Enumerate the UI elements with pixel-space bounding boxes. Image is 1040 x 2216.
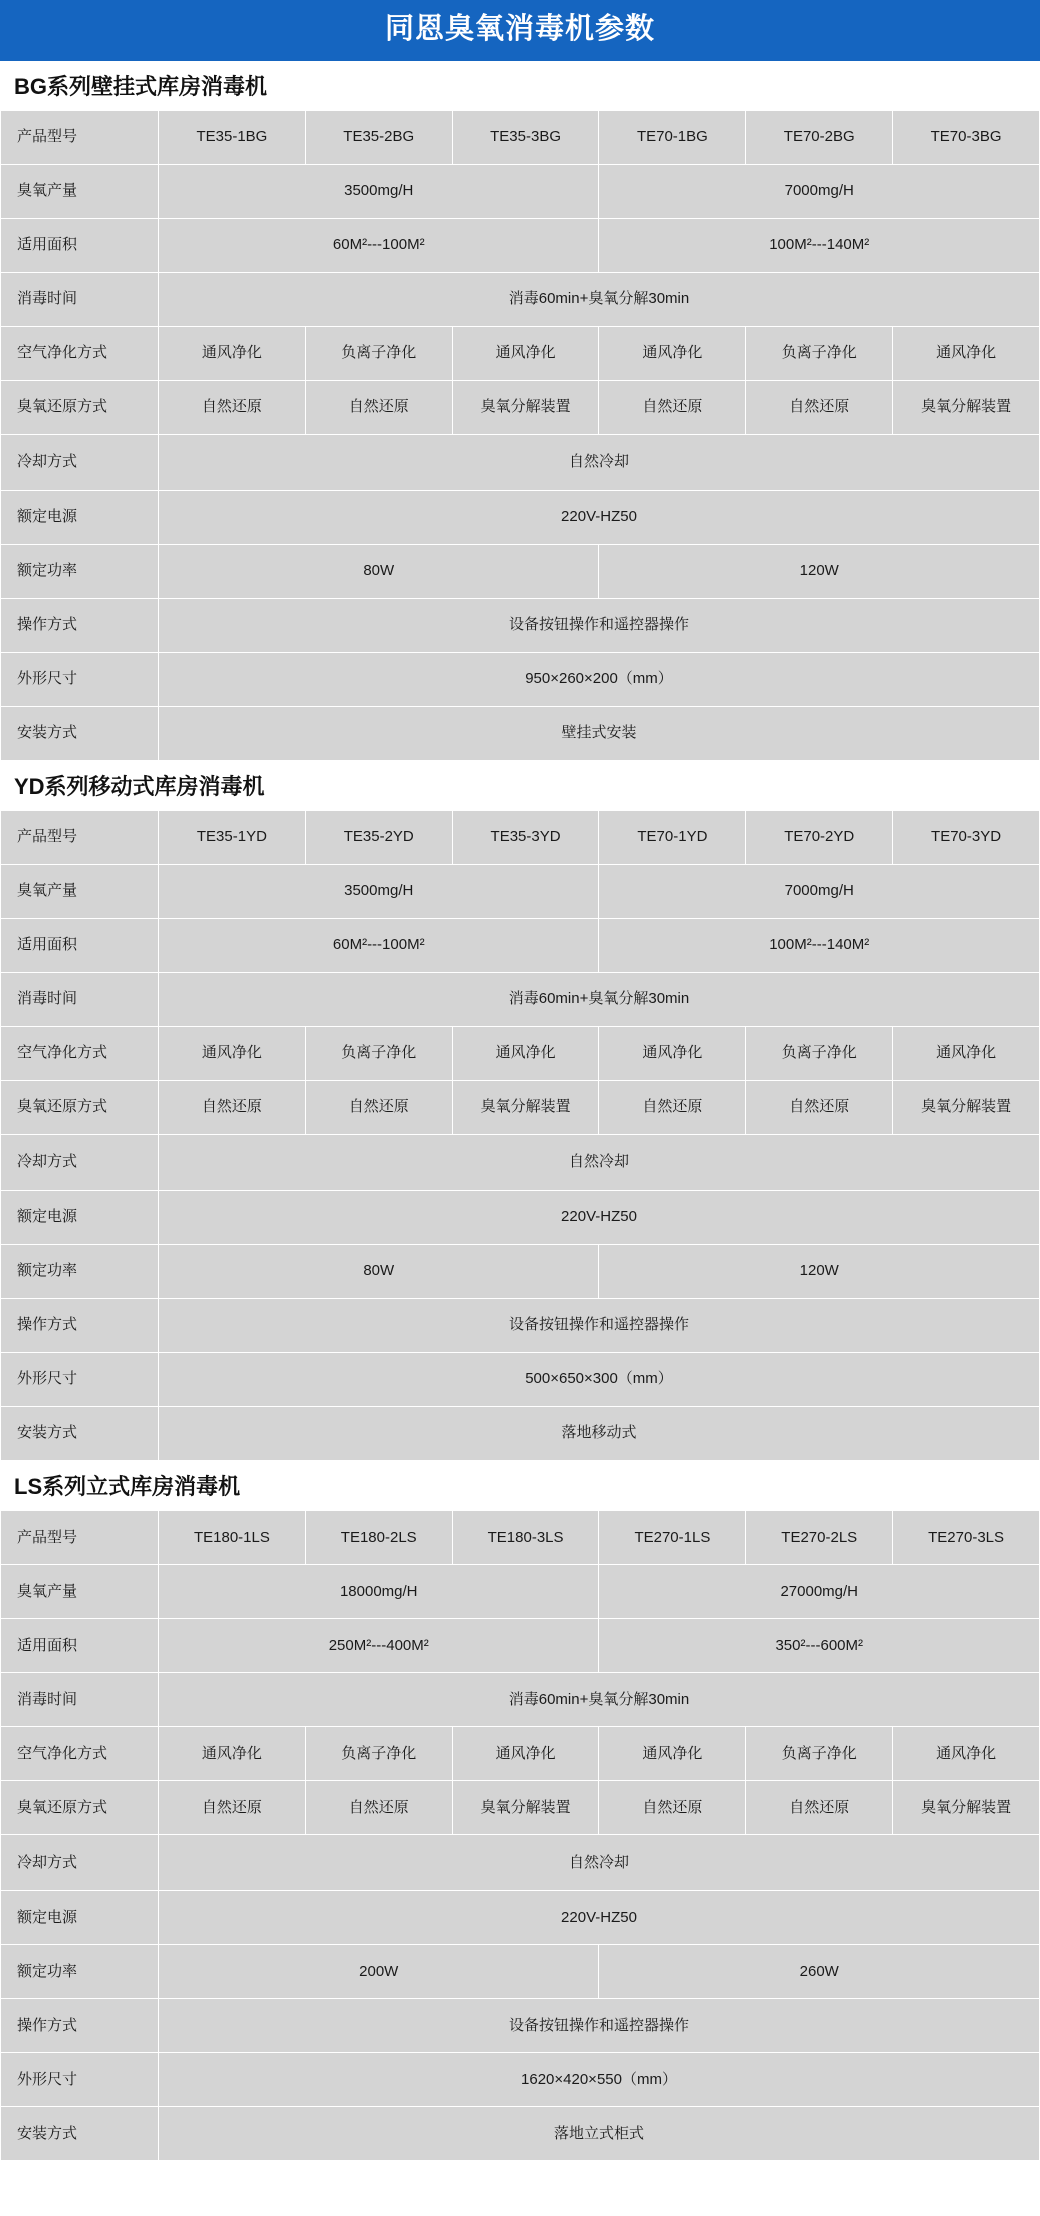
cell-purify-3: 通风净化 <box>452 1727 599 1781</box>
page-title: 同恩臭氧消毒机参数 <box>0 0 1040 61</box>
cell-cooling: 自然冷却 <box>159 435 1040 491</box>
cell-purify-2: 负离子净化 <box>305 1027 452 1081</box>
cell-model-6: TE70-3YD <box>893 811 1040 865</box>
cell-restore-1: 自然还原 <box>159 381 306 435</box>
cell-output-2: 27000mg/H <box>599 1565 1040 1619</box>
cell-install: 落地移动式 <box>159 1407 1040 1461</box>
row-label-output: 臭氧产量 <box>1 165 159 219</box>
cell-purify-6: 通风净化 <box>893 1727 1040 1781</box>
table-row <box>1 1891 1040 1945</box>
table-row <box>1 219 1040 273</box>
table-row <box>1 1619 1040 1673</box>
table-row <box>1 435 1040 491</box>
row-label-operation: 操作方式 <box>1 1999 159 2053</box>
cell-power-supply: 220V-HZ50 <box>159 1191 1040 1245</box>
cell-power-supply: 220V-HZ50 <box>159 491 1040 545</box>
row-label-purify: 空气净化方式 <box>1 1727 159 1781</box>
row-label-operation: 操作方式 <box>1 1299 159 1353</box>
cell-purify-4: 通风净化 <box>599 1727 746 1781</box>
row-label-dimension: 外形尺寸 <box>1 1353 159 1407</box>
cell-model-2: TE35-2BG <box>305 111 452 165</box>
row-label-time: 消毒时间 <box>1 1673 159 1727</box>
cell-model-5: TE70-2BG <box>746 111 893 165</box>
row-label-cooling: 冷却方式 <box>1 435 159 491</box>
table-row <box>1 1565 1040 1619</box>
cell-purify-4: 通风净化 <box>599 327 746 381</box>
cell-purify-2: 负离子净化 <box>305 1727 452 1781</box>
section-title-yd: YD系列移动式库房消毒机 <box>14 774 265 800</box>
cell-area-1: 60M²---100M² <box>159 919 599 973</box>
table-row <box>1 2053 1040 2107</box>
cell-model-1: TE35-1BG <box>159 111 306 165</box>
table-row <box>1 599 1040 653</box>
cell-rated-power-2: 260W <box>599 1945 1040 1999</box>
cell-model-4: TE70-1YD <box>599 811 746 865</box>
table-row <box>1 1027 1040 1081</box>
row-label-model: 产品型号 <box>1 111 159 165</box>
cell-rated-power-1: 80W <box>159 1245 599 1299</box>
cell-model-3: TE180-3LS <box>452 1511 599 1565</box>
row-label-restore: 臭氧还原方式 <box>1 1081 159 1135</box>
row-label-output: 臭氧产量 <box>1 1565 159 1619</box>
table-row <box>1 1299 1040 1353</box>
cell-cooling: 自然冷却 <box>159 1835 1040 1891</box>
cell-restore-3: 臭氧分解装置 <box>452 1781 599 1835</box>
row-label-dimension: 外形尺寸 <box>1 2053 159 2107</box>
cell-restore-3: 臭氧分解装置 <box>452 381 599 435</box>
cell-time: 消毒60min+臭氧分解30min <box>159 273 1040 327</box>
cell-area-1: 250M²---400M² <box>159 1619 599 1673</box>
cell-dimension: 1620×420×550（mm） <box>159 2053 1040 2107</box>
cell-restore-5: 自然还原 <box>746 1081 893 1135</box>
row-label-cooling: 冷却方式 <box>1 1835 159 1891</box>
spec-table-bg <box>0 110 1040 761</box>
cell-restore-6: 臭氧分解装置 <box>893 381 1040 435</box>
cell-operation: 设备按钮操作和遥控器操作 <box>159 1999 1040 2053</box>
cell-operation: 设备按钮操作和遥控器操作 <box>159 599 1040 653</box>
cell-output-2: 7000mg/H <box>599 865 1040 919</box>
table-row <box>1 273 1040 327</box>
table-row <box>1 653 1040 707</box>
row-label-install: 安装方式 <box>1 1407 159 1461</box>
spec-table-yd <box>0 810 1040 1461</box>
cell-model-5: TE70-2YD <box>746 811 893 865</box>
cell-install: 壁挂式安装 <box>159 707 1040 761</box>
cell-rated-power-2: 120W <box>599 1245 1040 1299</box>
cell-operation: 设备按钮操作和遥控器操作 <box>159 1299 1040 1353</box>
row-label-model: 产品型号 <box>1 811 159 865</box>
row-label-install: 安装方式 <box>1 707 159 761</box>
cell-restore-5: 自然还原 <box>746 1781 893 1835</box>
cell-purify-1: 通风净化 <box>159 1727 306 1781</box>
row-label-restore: 臭氧还原方式 <box>1 381 159 435</box>
table-row <box>1 1781 1040 1835</box>
cell-purify-2: 负离子净化 <box>305 327 452 381</box>
cell-restore-5: 自然还原 <box>746 381 893 435</box>
cell-restore-2: 自然还原 <box>305 381 452 435</box>
cell-rated-power-1: 80W <box>159 545 599 599</box>
row-label-power-supply: 额定电源 <box>1 491 159 545</box>
table-row <box>1 973 1040 1027</box>
table-row <box>1 707 1040 761</box>
row-label-restore: 臭氧还原方式 <box>1 1781 159 1835</box>
table-row <box>1 381 1040 435</box>
cell-purify-5: 负离子净化 <box>746 327 893 381</box>
table-row <box>1 1135 1040 1191</box>
table-row <box>1 1353 1040 1407</box>
cell-area-2: 100M²---140M² <box>599 919 1040 973</box>
cell-model-6: TE270-3LS <box>893 1511 1040 1565</box>
table-row <box>1 811 1040 865</box>
table-row <box>1 1945 1040 1999</box>
section-title-bg: BG系列壁挂式库房消毒机 <box>14 73 268 99</box>
row-label-area: 适用面积 <box>1 919 159 973</box>
cell-restore-2: 自然还原 <box>305 1081 452 1135</box>
cell-cooling: 自然冷却 <box>159 1135 1040 1191</box>
row-label-output: 臭氧产量 <box>1 865 159 919</box>
cell-area-2: 350²---600M² <box>599 1619 1040 1673</box>
table-row <box>1 1727 1040 1781</box>
cell-output-1: 18000mg/H <box>159 1565 599 1619</box>
row-label-power-supply: 额定电源 <box>1 1191 159 1245</box>
cell-restore-4: 自然还原 <box>599 381 746 435</box>
cell-restore-4: 自然还原 <box>599 1081 746 1135</box>
table-row <box>1 545 1040 599</box>
row-label-time: 消毒时间 <box>1 273 159 327</box>
spec-table-ls <box>0 1510 1040 2161</box>
cell-restore-6: 臭氧分解装置 <box>893 1081 1040 1135</box>
cell-purify-6: 通风净化 <box>893 327 1040 381</box>
row-label-dimension: 外形尺寸 <box>1 653 159 707</box>
table-row <box>1 165 1040 219</box>
table-row <box>1 1081 1040 1135</box>
row-label-area: 适用面积 <box>1 1619 159 1673</box>
table-row <box>1 111 1040 165</box>
row-label-model: 产品型号 <box>1 1511 159 1565</box>
cell-dimension: 950×260×200（mm） <box>159 653 1040 707</box>
cell-model-5: TE270-2LS <box>746 1511 893 1565</box>
cell-restore-3: 臭氧分解装置 <box>452 1081 599 1135</box>
row-label-rated-power: 额定功率 <box>1 1245 159 1299</box>
table-row <box>1 491 1040 545</box>
cell-rated-power-1: 200W <box>159 1945 599 1999</box>
cell-restore-4: 自然还原 <box>599 1781 746 1835</box>
row-label-purify: 空气净化方式 <box>1 327 159 381</box>
cell-rated-power-2: 120W <box>599 545 1040 599</box>
row-label-purify: 空气净化方式 <box>1 1027 159 1081</box>
row-label-power-supply: 额定电源 <box>1 1891 159 1945</box>
cell-model-2: TE35-2YD <box>305 811 452 865</box>
cell-area-1: 60M²---100M² <box>159 219 599 273</box>
cell-purify-1: 通风净化 <box>159 1027 306 1081</box>
row-label-operation: 操作方式 <box>1 599 159 653</box>
table-row <box>1 2107 1040 2161</box>
cell-model-1: TE180-1LS <box>159 1511 306 1565</box>
cell-purify-6: 通风净化 <box>893 1027 1040 1081</box>
table-row <box>1 919 1040 973</box>
cell-time: 消毒60min+臭氧分解30min <box>159 973 1040 1027</box>
row-label-cooling: 冷却方式 <box>1 1135 159 1191</box>
cell-purify-3: 通风净化 <box>452 1027 599 1081</box>
row-label-time: 消毒时间 <box>1 973 159 1027</box>
cell-model-4: TE270-1LS <box>599 1511 746 1565</box>
cell-restore-2: 自然还原 <box>305 1781 452 1835</box>
cell-model-3: TE35-3YD <box>452 811 599 865</box>
cell-purify-5: 负离子净化 <box>746 1027 893 1081</box>
cell-install: 落地立式柜式 <box>159 2107 1040 2161</box>
cell-power-supply: 220V-HZ50 <box>159 1891 1040 1945</box>
row-label-install: 安装方式 <box>1 2107 159 2161</box>
cell-output-1: 3500mg/H <box>159 865 599 919</box>
cell-output-1: 3500mg/H <box>159 165 599 219</box>
cell-model-4: TE70-1BG <box>599 111 746 165</box>
section-title-ls: LS系列立式库房消毒机 <box>14 1474 241 1500</box>
table-row <box>1 865 1040 919</box>
cell-output-2: 7000mg/H <box>599 165 1040 219</box>
cell-purify-4: 通风净化 <box>599 1027 746 1081</box>
cell-model-3: TE35-3BG <box>452 111 599 165</box>
table-row <box>1 327 1040 381</box>
cell-dimension: 500×650×300（mm） <box>159 1353 1040 1407</box>
cell-restore-1: 自然还原 <box>159 1781 306 1835</box>
table-row <box>1 1511 1040 1565</box>
row-label-rated-power: 额定功率 <box>1 1945 159 1999</box>
table-row <box>1 1191 1040 1245</box>
table-row <box>1 1999 1040 2053</box>
cell-model-1: TE35-1YD <box>159 811 306 865</box>
cell-model-6: TE70-3BG <box>893 111 1040 165</box>
table-row <box>1 1835 1040 1891</box>
cell-purify-3: 通风净化 <box>452 327 599 381</box>
table-row <box>1 1245 1040 1299</box>
cell-purify-5: 负离子净化 <box>746 1727 893 1781</box>
cell-purify-1: 通风净化 <box>159 327 306 381</box>
cell-restore-1: 自然还原 <box>159 1081 306 1135</box>
table-row <box>1 1673 1040 1727</box>
row-label-rated-power: 额定功率 <box>1 545 159 599</box>
row-label-area: 适用面积 <box>1 219 159 273</box>
table-row <box>1 1407 1040 1461</box>
cell-model-2: TE180-2LS <box>305 1511 452 1565</box>
cell-time: 消毒60min+臭氧分解30min <box>159 1673 1040 1727</box>
cell-restore-6: 臭氧分解装置 <box>893 1781 1040 1835</box>
cell-area-2: 100M²---140M² <box>599 219 1040 273</box>
